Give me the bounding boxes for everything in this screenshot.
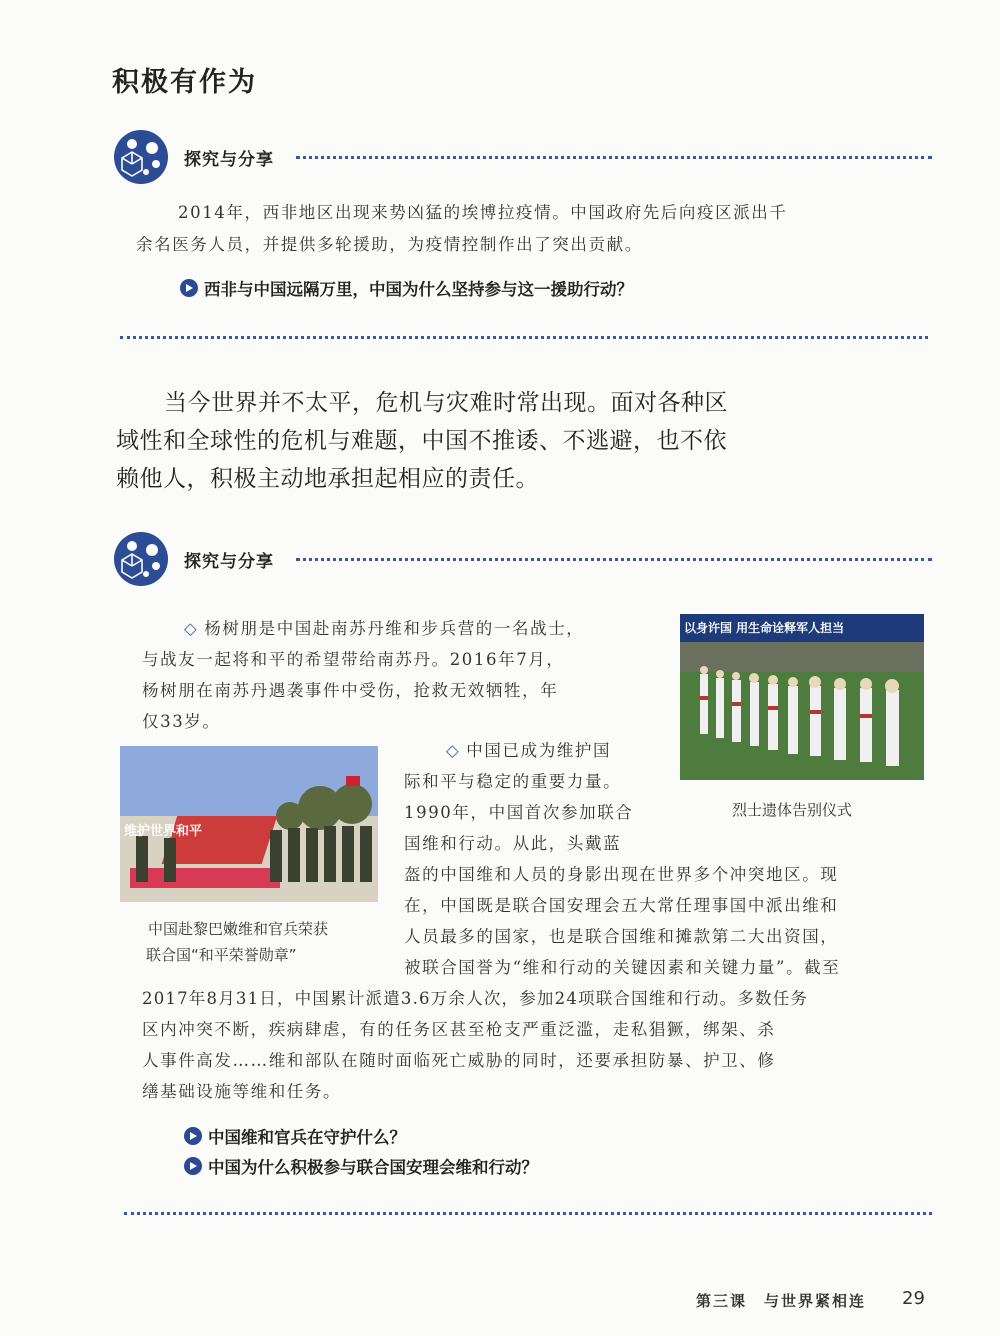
un-paragraph-line9: 2017年8月31日，中国累计派遣3.6万余人次，参加24项联合国维和行动。多数任务 [142, 989, 809, 1008]
un-paragraph-line3: 1990年，中国首次参加联合 [404, 803, 634, 822]
play-arrow-icon [184, 1157, 202, 1175]
question-text: 中国维和官兵在守护什么？ [208, 1128, 406, 1147]
main-paragraph-line1: 当今世界并不太平，危机与灾难时常出现。面对各种区 [164, 390, 728, 416]
page-number: 29 [902, 1288, 925, 1309]
photo-banner-text: 维护世界和平 [124, 824, 203, 839]
diamond-bullet-icon: ◇ [446, 741, 461, 760]
question-item [180, 276, 633, 300]
photo-banner-text: 以身许国 用生命诠释军人担当 [684, 621, 845, 635]
section-end-divider [124, 1212, 932, 1215]
section-label: 探究与分享 [184, 552, 274, 572]
un-paragraph-line8: 被联合国誉为“维和行动的关键因素和关键力量”。截至 [404, 958, 841, 977]
question-item [184, 1154, 538, 1178]
un-paragraph-line6: 在，中国既是联合国安理会五大常任理事国中派出维和 [404, 896, 839, 915]
un-paragraph-line5: 盔的中国维和人员的身影出现在世界多个冲突地区。现 [404, 865, 839, 884]
yang-paragraph-line1 [184, 612, 664, 645]
yang-paragraph-line4: 仅33岁。 [142, 712, 221, 731]
main-paragraph-line2: 域性和全球性的危机与难题，中国不推诿、不逃避，也不依 [116, 428, 727, 454]
explore-logo-icon [112, 128, 170, 186]
section-label: 探究与分享 [184, 150, 274, 170]
diamond-bullet-icon: ◇ [184, 619, 199, 638]
photo-caption-line2: 联合国“和平荣誉勋章” [146, 946, 297, 964]
ebola-paragraph-line1: 2014年，西非地区出现来势凶猛的埃博拉疫情。中国政府先后向疫区派出千 [178, 203, 788, 222]
ceremony-image [680, 614, 924, 780]
lebanon-peacekeepers-photo [120, 746, 378, 902]
section-end-divider [120, 336, 928, 339]
play-arrow-icon [184, 1127, 202, 1145]
dotted-divider [296, 558, 932, 561]
ebola-paragraph-line2: 余名医务人员，并提供多轮援助，为疫情控制作出了突出贡献。 [136, 235, 643, 254]
dotted-divider [296, 156, 932, 159]
explore-logo-icon [112, 530, 170, 588]
footer-lesson-title: 第三课 与世界紧相连 [696, 1292, 867, 1310]
farewell-ceremony-photo [680, 614, 924, 780]
un-paragraph-line2: 际和平与稳定的重要力量。 [404, 772, 622, 791]
photo-caption: 烈士遗体告别仪式 [732, 801, 853, 819]
un-paragraph-line10: 区内冲突不断，疾病肆虐，有的任务区甚至枪支严重泛滥，走私猖獗，绑架、杀 [142, 1020, 776, 1039]
play-arrow-icon [180, 279, 198, 297]
un-paragraph-line7: 人员最多的国家，也是联合国维和摊款第二大出资国， [404, 927, 839, 946]
un-paragraph-line4: 国维和行动。从此，头戴蓝 [404, 834, 622, 853]
explore-share-header-1 [112, 128, 932, 188]
un-paragraph-line11: 人事件高发……维和部队在随时面临死亡威胁的同时，还要承担防暴、护卫、修 [142, 1051, 776, 1070]
question-text: 中国为什么积极参与联合国安理会维和行动？ [208, 1158, 538, 1177]
yang-paragraph-line2: 与战友一起将和平的希望带给南苏丹。2016年7月， [142, 650, 565, 669]
text: 中国已成为维护国 [466, 741, 612, 760]
photo-caption-line1: 中国赴黎巴嫩维和官兵荣获 [148, 920, 329, 938]
explore-share-header-2 [112, 530, 932, 590]
text: 杨树朋是中国赴南苏丹维和步兵营的一名战士， [204, 619, 585, 638]
yang-paragraph-line3: 杨树朋在南苏丹遇袭事件中受伤，抢救无效牺牲，年 [142, 681, 559, 700]
page-title: 积极有作为 [112, 67, 257, 98]
un-paragraph-line1 [446, 734, 676, 767]
question-item [184, 1124, 406, 1148]
question-text: 西非与中国远隔万里，中国为什么坚持参与这一援助行动？ [204, 280, 633, 299]
un-paragraph-line12: 缮基础设施等维和任务。 [142, 1082, 342, 1101]
main-paragraph-line3: 赖他人，积极主动地承担起相应的责任。 [116, 466, 539, 492]
